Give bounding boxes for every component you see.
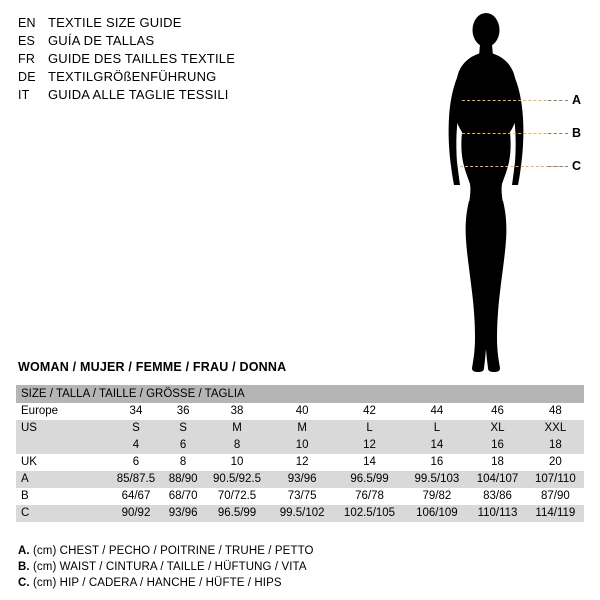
row-label: US — [16, 420, 109, 437]
cell: 76/78 — [334, 488, 406, 505]
cell: 14 — [405, 437, 468, 454]
measure-tick-a — [548, 100, 568, 101]
cell: 88/90 — [163, 471, 203, 488]
legend-key: B. — [18, 561, 30, 573]
cell: 4 — [109, 437, 163, 454]
language-text: TEXTILGRÖßENFÜHRUNG — [48, 69, 217, 84]
language-row — [18, 14, 348, 32]
table-row — [16, 454, 584, 471]
cell: 10 — [271, 437, 334, 454]
legend-text: (cm) WAIST / CINTURA / TAILLE / HÜFTUNG / VITA — [33, 561, 307, 573]
cell: XL — [468, 420, 526, 437]
measure-tick-c — [548, 166, 568, 167]
cell: 40 — [271, 403, 334, 420]
measure-label-c: C — [572, 159, 582, 173]
row-label: Europe — [16, 403, 109, 420]
language-row — [18, 68, 348, 86]
cell: 6 — [109, 454, 163, 471]
cell: 110/113 — [468, 505, 526, 522]
cell: 34 — [109, 403, 163, 420]
legend-text: (cm) HIP / CADERA / HANCHE / HÜFTE / HIPS — [33, 577, 282, 589]
cell: 20 — [527, 454, 584, 471]
section-title: WOMAN / MUJER / FEMME / FRAU / DONNA — [18, 360, 287, 374]
language-row — [18, 50, 348, 68]
table-row — [16, 403, 584, 420]
cell: 99.5/102 — [271, 505, 334, 522]
cell: 90.5/92.5 — [203, 471, 270, 488]
cell: 106/109 — [405, 505, 468, 522]
language-row — [18, 32, 348, 50]
measure-tick-b — [548, 133, 568, 134]
row-label: A — [16, 471, 109, 488]
legend-row — [18, 543, 314, 559]
measure-line-b — [462, 133, 562, 134]
cell: 102.5/105 — [334, 505, 406, 522]
cell: S — [163, 420, 203, 437]
language-code: DE — [18, 70, 36, 84]
cell: 83/86 — [468, 488, 526, 505]
cell: 8 — [203, 437, 270, 454]
cell: 70/72.5 — [203, 488, 270, 505]
cell: 104/107 — [468, 471, 526, 488]
cell: 85/87.5 — [109, 471, 163, 488]
cell: 96.5/99 — [334, 471, 406, 488]
table-row — [16, 437, 584, 454]
body-figure-area — [400, 8, 595, 376]
cell: 36 — [163, 403, 203, 420]
cell: 114/119 — [527, 505, 584, 522]
cell: 68/70 — [163, 488, 203, 505]
cell: 6 — [163, 437, 203, 454]
cell: 8 — [163, 454, 203, 471]
language-code: FR — [18, 52, 36, 66]
cell: 18 — [468, 454, 526, 471]
cell: M — [271, 420, 334, 437]
legend-key: C. — [18, 577, 30, 589]
language-text: GUIDE DES TAILLES TEXTILE — [48, 51, 236, 66]
cell: L — [334, 420, 406, 437]
cell: 12 — [271, 454, 334, 471]
cell: 18 — [527, 437, 584, 454]
table-row — [16, 420, 584, 437]
language-list — [18, 14, 348, 104]
table-row — [16, 488, 584, 505]
table-header-label: SIZE / TALLA / TAILLE / GRÖSSE / TAGLIA — [16, 385, 584, 403]
row-label: B — [16, 488, 109, 505]
cell: 14 — [334, 454, 406, 471]
cell: M — [203, 420, 270, 437]
cell: 107/110 — [527, 471, 584, 488]
table-row — [16, 471, 584, 488]
cell: 90/92 — [109, 505, 163, 522]
cell: 16 — [405, 454, 468, 471]
language-code: EN — [18, 16, 36, 30]
cell: 44 — [405, 403, 468, 420]
table-row — [16, 505, 584, 522]
cell: 93/96 — [163, 505, 203, 522]
cell: 73/75 — [271, 488, 334, 505]
row-label: UK — [16, 454, 109, 471]
cell: XXL — [527, 420, 584, 437]
cell: 48 — [527, 403, 584, 420]
legend-text: (cm) CHEST / PECHO / POITRINE / TRUHE / PETTO — [33, 545, 314, 557]
measure-label-a: A — [572, 93, 582, 107]
cell: 64/67 — [109, 488, 163, 505]
cell: S — [109, 420, 163, 437]
row-label — [16, 437, 109, 454]
language-row — [18, 86, 348, 104]
language-text: TEXTILE SIZE GUIDE — [48, 15, 182, 30]
cell: 99.5/103 — [405, 471, 468, 488]
size-table — [16, 385, 584, 522]
cell: 38 — [203, 403, 270, 420]
legend-row — [18, 575, 314, 591]
language-code: IT — [18, 88, 30, 102]
cell: 46 — [468, 403, 526, 420]
row-label: C — [16, 505, 109, 522]
legend-key: A. — [18, 545, 30, 557]
cell: 79/82 — [405, 488, 468, 505]
language-text: GUIDA ALLE TAGLIE TESSILI — [48, 87, 229, 102]
legend-row — [18, 559, 314, 575]
cell: 42 — [334, 403, 406, 420]
measurement-legend — [18, 543, 314, 591]
language-text: GUÍA DE TALLAS — [48, 33, 155, 48]
measure-line-a — [462, 100, 562, 101]
table-header-row — [16, 385, 584, 403]
cell: 10 — [203, 454, 270, 471]
cell: 93/96 — [271, 471, 334, 488]
cell: 16 — [468, 437, 526, 454]
cell: 87/90 — [527, 488, 584, 505]
measure-label-b: B — [572, 126, 582, 140]
language-code: ES — [18, 34, 36, 48]
cell: 12 — [334, 437, 406, 454]
cell: 96.5/99 — [203, 505, 270, 522]
cell: L — [405, 420, 468, 437]
female-silhouette-icon — [400, 8, 595, 376]
